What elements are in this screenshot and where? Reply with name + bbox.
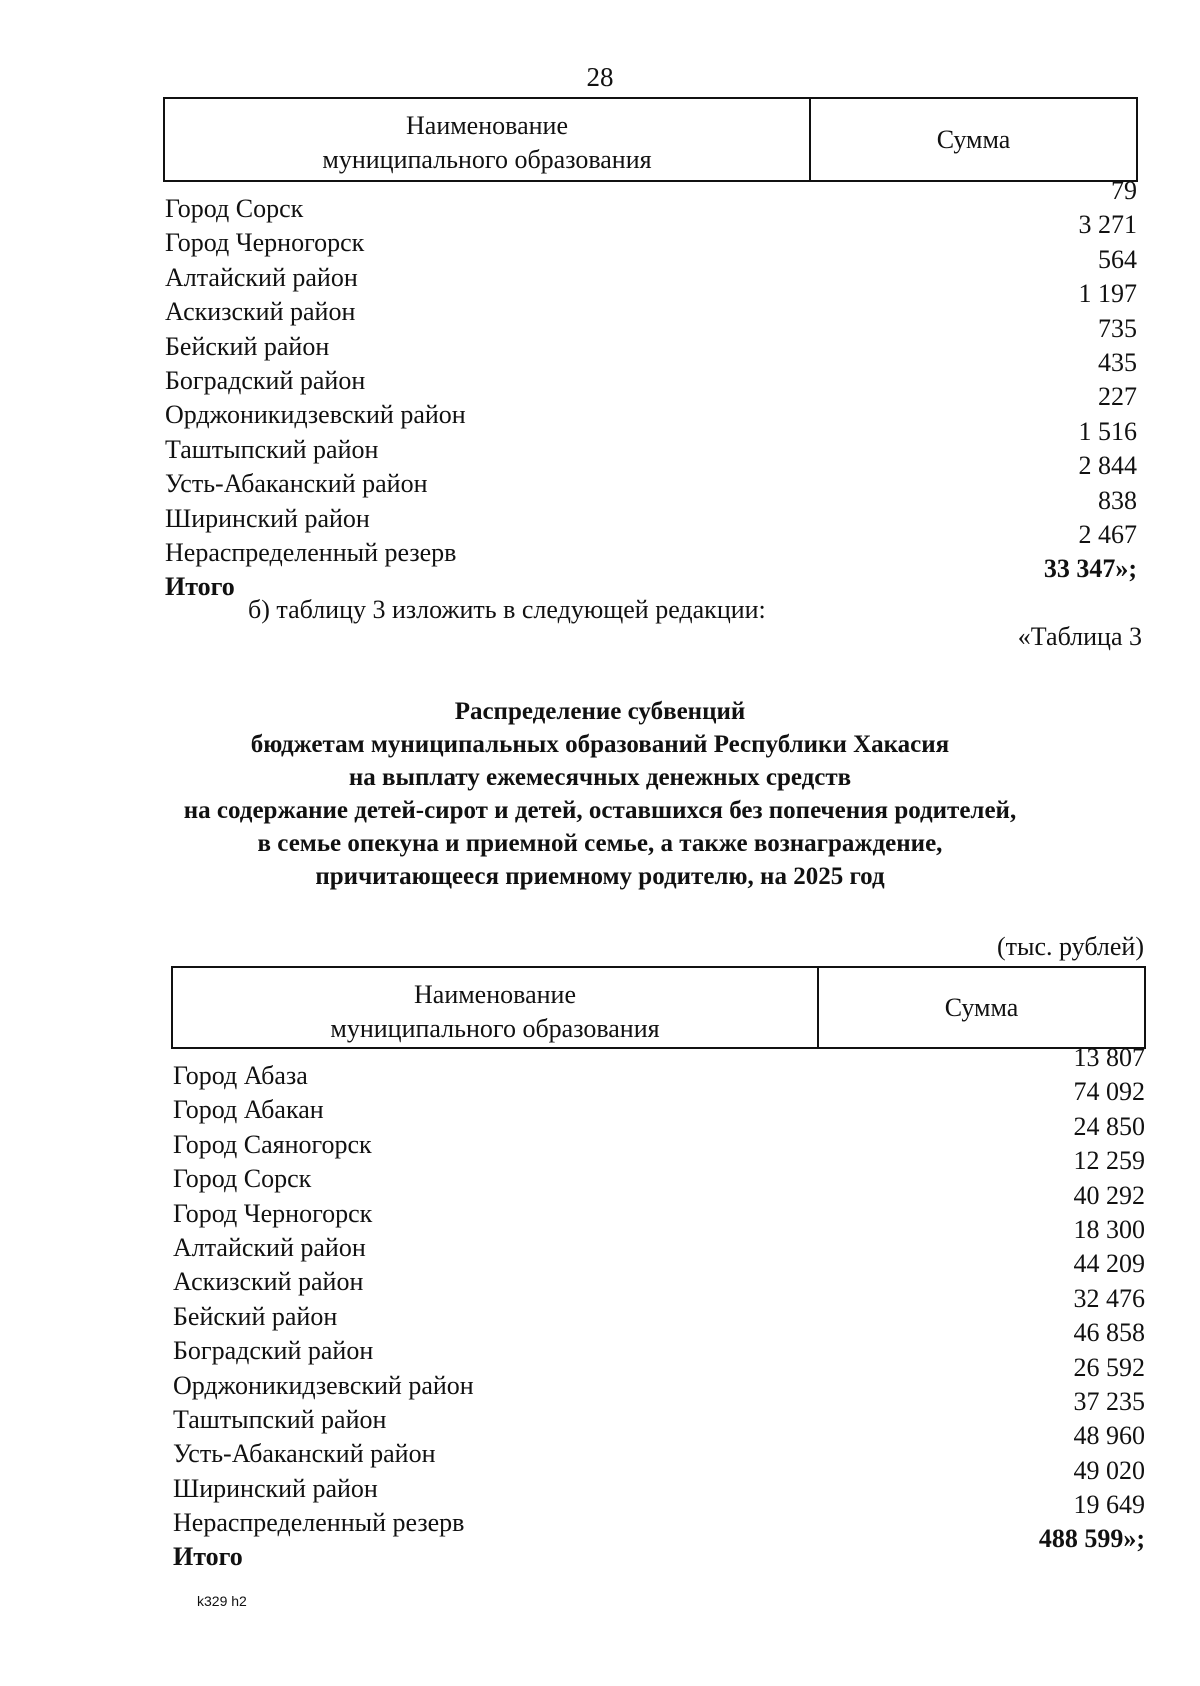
row-value: 26 592 (1073, 1352, 1145, 1382)
row-value: 435 (1098, 347, 1137, 377)
row-name: Алтайский район (165, 262, 358, 292)
table-title (0, 695, 1200, 893)
table-row (173, 1318, 1145, 1366)
row-name: Таштыпский район (173, 1404, 387, 1434)
table1-header-name (165, 99, 811, 180)
row-name: Алтайский район (173, 1232, 366, 1262)
row-value: 564 (1098, 244, 1137, 274)
row-name: Таштыпский район (165, 434, 379, 464)
row-name: Итого (173, 1542, 243, 1572)
row-name: Город Сорск (165, 194, 304, 223)
instruction-text: б) таблицу 3 изложить в следующей редакции: (248, 595, 766, 624)
title-line: на содержание детей-сирот и детей, оставшихся без попечения родителей, (183, 797, 1017, 824)
title-line: бюджетам муниципальных образований Республики Хакасия (250, 731, 950, 758)
row-name: Город Абаза (173, 1061, 308, 1090)
row-value: 44 209 (1073, 1249, 1145, 1279)
row-value: 32 476 (1073, 1283, 1145, 1313)
row-name: Город Черногорск (173, 1198, 373, 1228)
title-line: в семье опекуна и приемной семье, а также вознаграждение, (257, 830, 943, 857)
table-row (173, 1214, 1145, 1262)
table-row (173, 1180, 1145, 1228)
row-value: 49 020 (1073, 1455, 1145, 1485)
table-label: «Таблица 3 (1017, 622, 1142, 651)
row-name: Бейский район (165, 331, 330, 361)
row-name: Орджоникидзевский район (173, 1370, 474, 1400)
total-row (165, 554, 1137, 602)
row-value: 19 649 (1073, 1490, 1145, 1520)
table-row (173, 1146, 1145, 1194)
row-value: 37 235 (1073, 1386, 1145, 1416)
table-row (165, 485, 1137, 533)
table2-header-name-line2: муниципального образования (330, 1014, 660, 1043)
row-name: Ширинский район (173, 1473, 378, 1503)
table-row (165, 210, 1137, 258)
row-value: 488 599»; (1038, 1524, 1145, 1554)
row-value: 838 (1098, 485, 1137, 515)
row-name: Нераспределенный резерв (165, 537, 457, 567)
row-name: Нераспределенный резерв (173, 1508, 465, 1538)
table-row (165, 176, 1137, 223)
table1-header-sum: Сумма (936, 124, 1011, 154)
table1-header-name-line1: Наименование (406, 111, 568, 140)
row-name: Аскизский район (173, 1267, 364, 1297)
table-row (173, 1249, 1145, 1297)
table2-header-name-line1: Наименование (414, 980, 576, 1009)
table-row (165, 416, 1137, 464)
table-row (173, 1352, 1145, 1400)
row-value: 3 271 (1078, 210, 1137, 240)
row-name: Город Черногорск (165, 228, 365, 258)
total-row (173, 1524, 1145, 1572)
row-value: 227 (1098, 382, 1137, 412)
row-name: Усть-Абаканский район (165, 469, 428, 499)
table1-header-name-line2: муниципального образования (322, 145, 652, 174)
table2-header (171, 966, 1146, 1049)
row-value: 2 467 (1078, 519, 1137, 549)
footer-code: k329 h2 (197, 1593, 247, 1609)
row-name: Боградский район (165, 365, 366, 395)
table-row (165, 244, 1137, 292)
table-row (173, 1043, 1145, 1090)
table-row (165, 347, 1137, 395)
row-value: 33 347»; (1043, 554, 1137, 584)
table2-header-sum: Сумма (944, 992, 1019, 1022)
row-name: Итого (165, 572, 235, 602)
table2-rows (173, 1043, 1145, 1572)
table-row (173, 1490, 1145, 1538)
table-row (173, 1455, 1145, 1503)
row-value: 18 300 (1073, 1214, 1145, 1244)
row-value: 735 (1098, 313, 1137, 343)
row-name: Аскизский район (165, 297, 356, 327)
row-value: 74 092 (1073, 1077, 1145, 1107)
table-row (165, 313, 1137, 361)
units-label: (тыс. рублей) (996, 932, 1144, 961)
row-name: Бейский район (173, 1301, 338, 1331)
row-value: 2 844 (1078, 451, 1137, 481)
row-name: Ширинский район (165, 503, 370, 533)
row-value: 48 960 (1073, 1421, 1145, 1451)
row-name: Боградский район (173, 1336, 374, 1366)
table1-rows (165, 176, 1137, 602)
row-value: 13 807 (1073, 1043, 1145, 1072)
table-row (165, 519, 1137, 567)
row-name: Город Сорск (173, 1164, 312, 1194)
row-value: 12 259 (1073, 1146, 1145, 1176)
table-row (165, 382, 1137, 430)
table1-header (163, 97, 1138, 182)
table-row (173, 1077, 1145, 1125)
title-line: на выплату ежемесячных денежных средств (348, 764, 852, 791)
row-value: 79 (1111, 176, 1137, 205)
row-value: 40 292 (1073, 1180, 1145, 1210)
row-value: 24 850 (1073, 1111, 1145, 1141)
row-value: 1 516 (1078, 416, 1137, 446)
row-name: Орджоникидзевский район (165, 400, 466, 430)
row-value: 1 197 (1078, 279, 1137, 309)
table-row (173, 1283, 1145, 1331)
table-row (165, 279, 1137, 327)
row-name: Город Абакан (173, 1095, 324, 1125)
row-value: 46 858 (1073, 1318, 1145, 1348)
title-line: причитающееся приемному родителю, на 2025 год (315, 863, 885, 890)
page-number: 28 (586, 62, 614, 92)
table-row (173, 1111, 1145, 1159)
table2-header-name (173, 968, 819, 1047)
table-row (173, 1386, 1145, 1434)
table-row (165, 451, 1137, 499)
row-name: Усть-Абаканский район (173, 1439, 436, 1469)
row-name: Город Саяногорск (173, 1129, 372, 1159)
table-row (173, 1421, 1145, 1469)
title-line: Распределение субвенций (454, 698, 746, 725)
